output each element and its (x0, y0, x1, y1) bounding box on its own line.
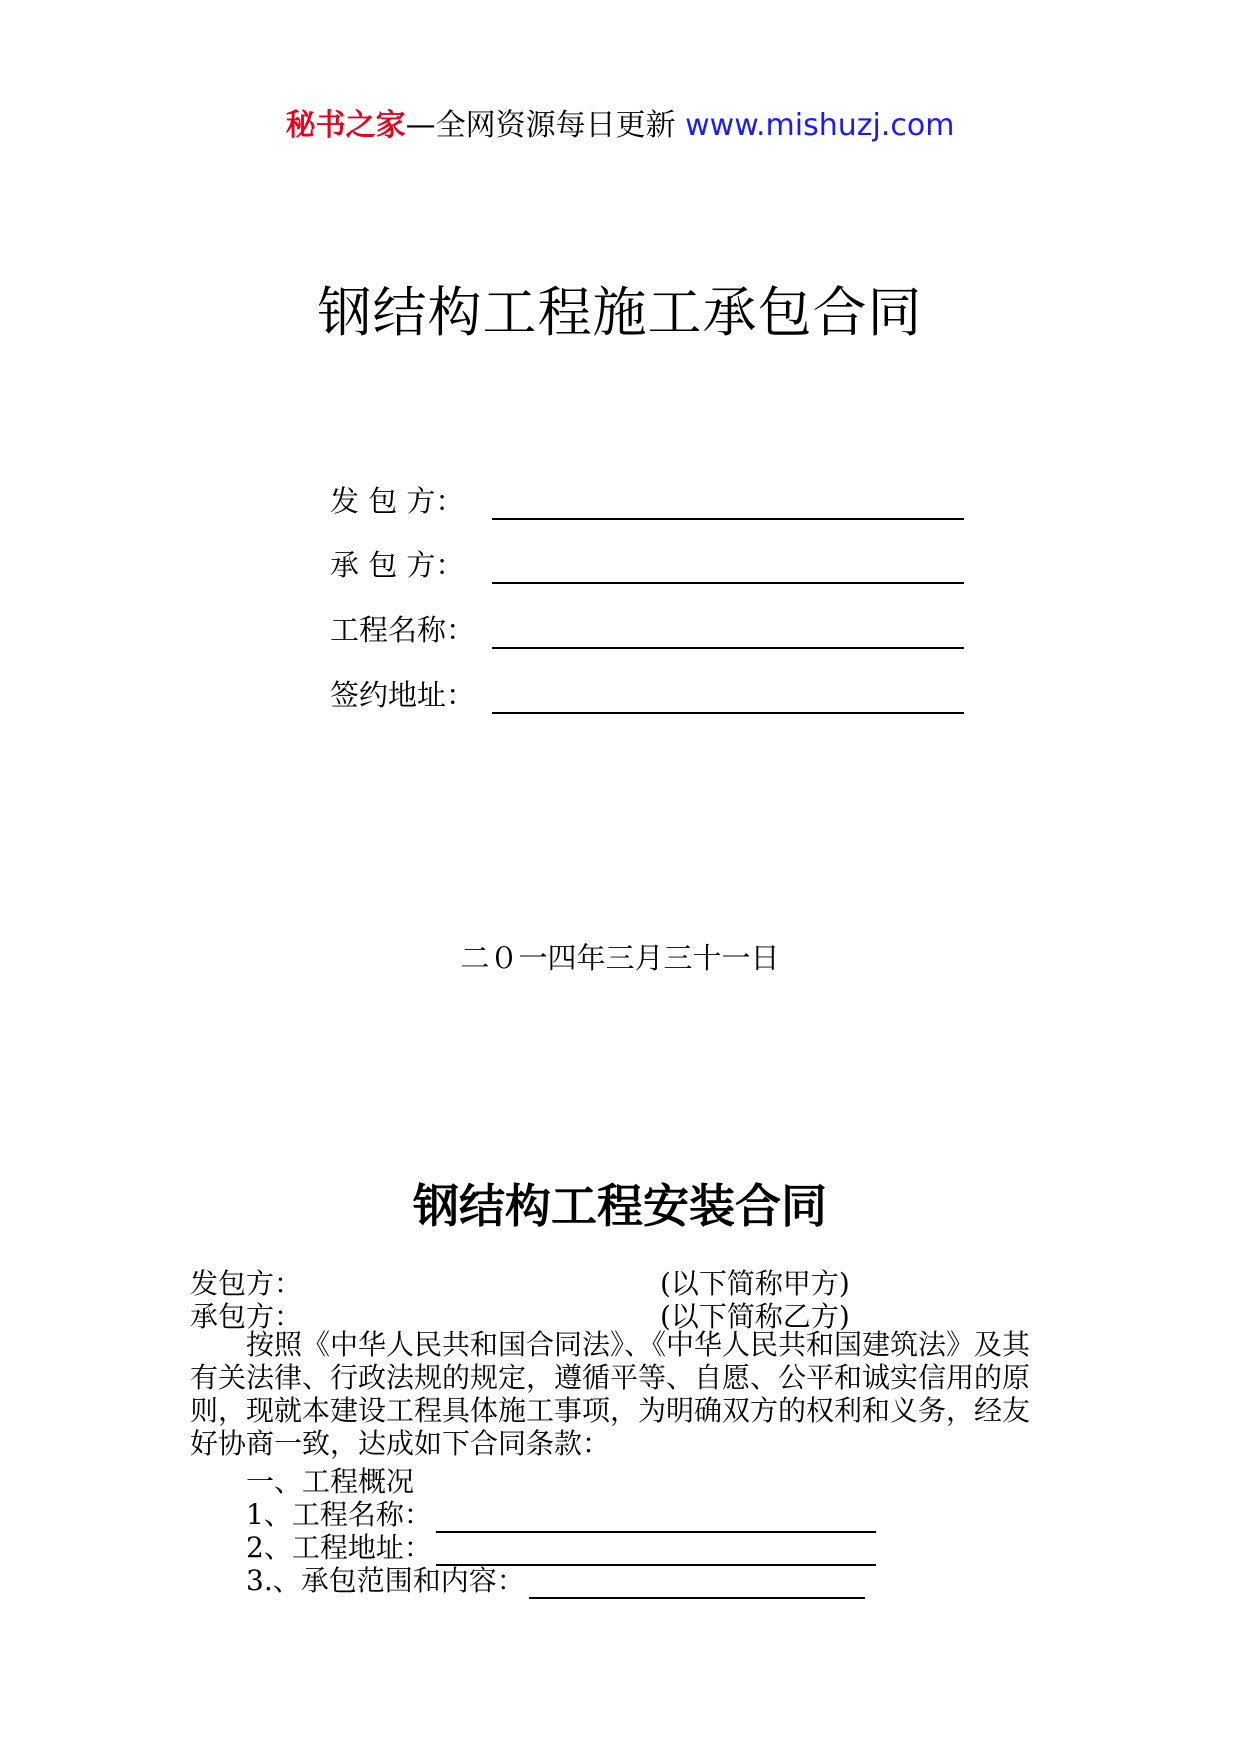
cover-title: 钢结构工程施工承包合同 (317, 281, 923, 344)
cover-field-project-name (330, 605, 964, 649)
item-label: 3.、承包范围和内容： (246, 1564, 525, 1597)
brand-name: 秘书之家 (285, 108, 406, 143)
cover-field-contractor (330, 540, 964, 584)
header-tagline: —全网资源每日更新 (405, 108, 676, 143)
cover-date: 二０一四年三月三十一日 (460, 941, 780, 975)
item-label: 1、工程名称： (246, 1498, 432, 1531)
cover-field-employer (330, 476, 964, 520)
field-label: 签约地址： (330, 678, 476, 712)
party-a-abbr: (以下简称甲方) (660, 1267, 850, 1300)
party-b-abbr: (以下简称乙方) (660, 1300, 850, 1333)
field-label: 承 包 方： (330, 548, 465, 582)
site-url-link[interactable]: www.mishuzj.com (685, 108, 955, 143)
section-1-title: 一、工程概况 (246, 1465, 415, 1498)
intro-text: 按照《中华人民共和国合同法》、《中华人民共和国建筑法》及其有关法律、行政法规的规定，遵循平等、自愿、公平和诚实信用的原则，现就本建设工程具体施工事项，为明确双方的权利和义务，经友好协商一致，达成如下合同条款： (190, 1328, 1031, 1460)
field-label: 发 包 方： (330, 484, 465, 518)
intro-paragraph (190, 1328, 1050, 1460)
blank-line[interactable] (492, 613, 964, 649)
site-header (0, 100, 1240, 144)
blank-line[interactable] (492, 548, 964, 584)
party-b-label: 承包方： (190, 1300, 303, 1333)
item-scope (246, 1559, 865, 1599)
blank-line[interactable] (492, 678, 964, 714)
field-label: 工程名称： (330, 613, 476, 647)
blank-line[interactable] (529, 1569, 865, 1599)
contract-title: 钢结构工程安装合同 (413, 1179, 827, 1233)
blank-line[interactable] (492, 484, 964, 520)
cover-field-signing-place (330, 670, 964, 714)
party-a-label: 发包方： (190, 1267, 303, 1300)
item-label: 2、工程地址： (246, 1531, 432, 1564)
